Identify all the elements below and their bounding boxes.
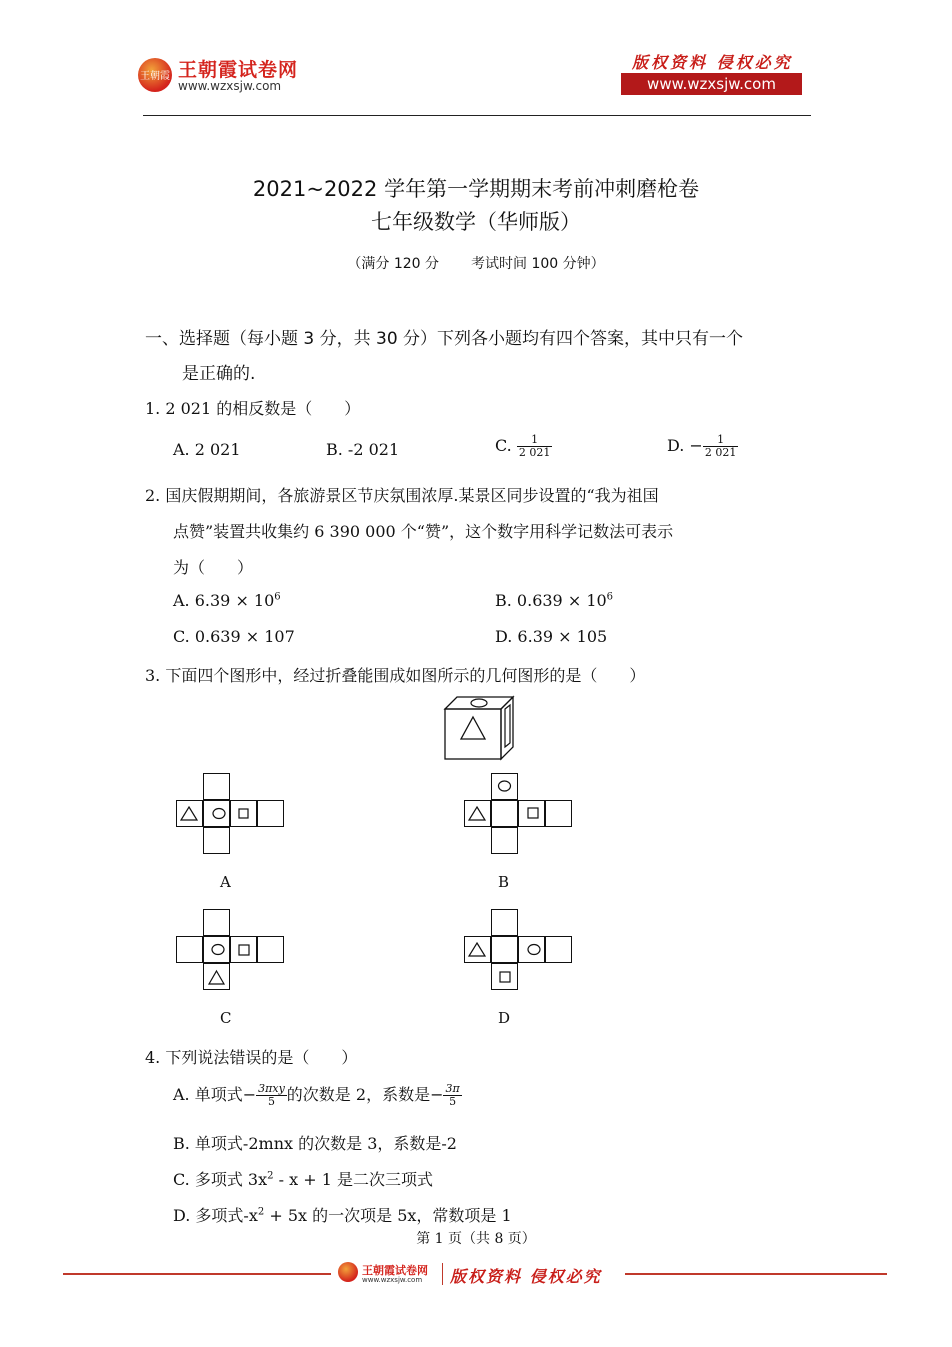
q4-option-d: D. 多项式$-x^2 + 5x$ 的一次项是 5x，常数项是 1 (173, 1206, 512, 1225)
logo-name: 王朝霞试卷网 (178, 59, 299, 81)
footer-separator (442, 1263, 443, 1285)
header-divider (143, 115, 811, 116)
net-a-symbols (176, 800, 286, 827)
section-heading (145, 322, 810, 392)
q2-option-b: B. $0.639 \times 10^6$ (495, 591, 614, 610)
logo-badge-icon: 王朝霞 (138, 58, 172, 92)
footer-logo-url: www.wzxsjw.com (362, 1276, 423, 1284)
q3-stem: 3. 下面四个图形中，经过折叠能围成如图所示的几何图形的是（ ） (145, 666, 646, 685)
net-d-symbols (464, 909, 574, 991)
logo-url: www.wzxsjw.com (178, 79, 282, 93)
net-b-symbols (464, 773, 574, 833)
footer-copyright: 版权资料 侵权必究 (450, 1267, 602, 1286)
q1-option-b: B. -2 021 (326, 440, 400, 459)
q2-line2: 点赞”装置共收集约 6 390 000 个“赞”，这个数字用科学记数法可表示 (173, 522, 674, 541)
section-heading-line1: 一、选择题（每小题 3 分，共 30 分）下列各小题均有四个答案，其中只有一个 (145, 329, 744, 349)
q1-option-c: C. $\frac{1}{2 021}$ (495, 433, 551, 459)
q4-option-a: A. 单项式− $\frac{\text{3πxy}}{5}$ 的次数是 2，系数是− $\frac{3\pi}{5}$ (173, 1082, 460, 1108)
section-heading-line2: 是正确的. (182, 364, 256, 384)
exam-subtitle: 七年级数学（华师版） (371, 210, 581, 234)
net-c-symbols (176, 909, 286, 991)
full-score: （满分 120 分 (347, 256, 439, 272)
q1-option-d: D. − $\frac{1}{2 021}$ (667, 433, 737, 459)
footer-logo-name: 王朝霞试卷网 (362, 1264, 428, 1277)
footer-line-left (63, 1273, 331, 1275)
page-number: 第 1 页（共 8 页） (416, 1231, 536, 1247)
net-label-d: D (498, 1009, 511, 1027)
footer-line-right (625, 1273, 887, 1275)
q4-stem: 4. 下列说法错误的是（ ） (145, 1048, 358, 1067)
q4-option-c: C. 多项式 $3x^2 - x + 1$ 是二次三项式 (173, 1170, 433, 1189)
exam-title: 2021~2022 学年第一学期期末考前冲刺磨枪卷 (252, 177, 700, 201)
fraction: $\frac{3\pi}{5}$ (445, 1082, 460, 1108)
q2-option-c: C. 0.639 × 107 (173, 627, 295, 646)
fraction: $\frac{\text{3πxy}}{5}$ (258, 1082, 285, 1108)
q1-stem: 1. 2 021 的相反数是（ ） (145, 399, 361, 418)
net-label-a: A (220, 873, 231, 891)
cube-figure (443, 695, 515, 761)
exam-info (0, 253, 952, 273)
q2-option-d: D. 6.39 × 105 (495, 627, 608, 646)
footer-logo-icon (338, 1262, 358, 1282)
net-label-b: B (498, 873, 510, 891)
site-url-badge: www.wzxsjw.com (621, 73, 802, 95)
q2-option-a: A. $6.39 \times 10^6$ (173, 591, 281, 610)
net-label-c: C (220, 1009, 232, 1027)
fraction: $\frac{1}{2 021}$ (704, 433, 737, 459)
q4-option-b: B. 单项式-2mnx 的次数是 3，系数是-2 (173, 1134, 457, 1153)
q2-line1: 2. 国庆假期期间，各旅游景区节庆氛围浓厚.某景区同步设置的“我为祖国 (145, 486, 659, 505)
copyright-notice: 版权资料 侵权必究 (632, 53, 793, 72)
q1-option-a: A. 2 021 (173, 440, 241, 459)
exam-time: 考试时间 100 分钟） (471, 256, 605, 272)
q2-line3: 为（ ） (173, 558, 254, 577)
fraction: $\frac{1}{2 021}$ (518, 433, 551, 459)
